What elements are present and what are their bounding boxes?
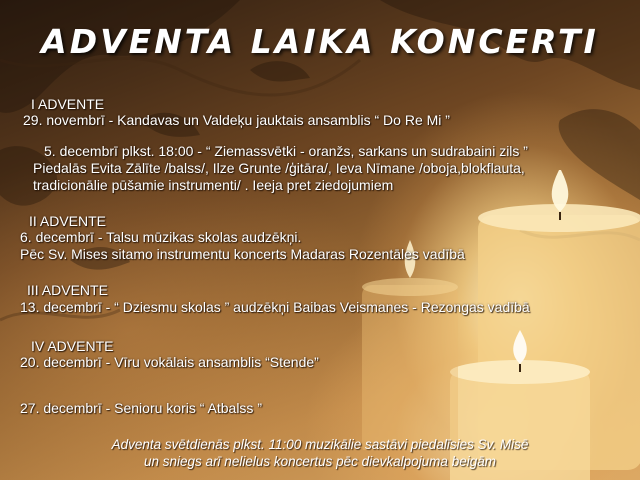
advent1-heading: I ADVENTE	[31, 96, 105, 112]
advent3-line-1: 13. decembrī - “ Dziesmu skolas ” audzēkņi Baibas Veismanes - Rezongas vadībā	[20, 299, 530, 315]
advent4-heading: IV ADVENTE	[31, 338, 114, 354]
candle-left	[350, 230, 470, 450]
poster-title: ADVENTA LAIKA KONCERTI	[41, 22, 599, 61]
advent1-line-1: 29. novembrī - Kandavas un Valdeķu jauktais ansamblis “ Do Re Mi ”	[23, 112, 450, 128]
advent4-line-2: 27. decembrī - Senioru koris “ Atbalss ”	[20, 400, 262, 416]
advent2-line-2: Pēc Sv. Mises sitamo instrumentu koncerts Madaras Rozentāles vadībā	[20, 246, 465, 262]
advent1-line-4: tradicionālie pūšamie instrumenti/ . Ieeja pret ziedojumiem	[33, 177, 394, 193]
advent3-heading: III ADVENTE	[27, 282, 108, 298]
advent4-line-1: 20. decembrī - Vīru vokālais ansamblis “Stende”	[20, 354, 319, 370]
advent1-line-2: 5. decembrī plkst. 18:00 - “ Ziemassvētki - oranžs, sarkans un sudrabaini zils ”	[44, 143, 528, 159]
advent2-heading: II ADVENTE	[29, 213, 107, 229]
closing-line-1: Adventa svētdienās plkst. 11:00 muzikālie sastāvi piedalīsies Sv. Misē	[111, 437, 529, 452]
advent1-line-3: Piedalās Evita Zālīte /balss/, Ilze Grunte /ģitāra/, Ieva Nīmane /oboja,blokflauta,	[33, 160, 525, 176]
advent2-line-1: 6. decembrī - Talsu mūzikas skolas audzēkņi.	[20, 229, 302, 245]
closing-line-2: un sniegs arī nelielus koncertus pēc dievkalpojuma beigām	[144, 454, 496, 469]
